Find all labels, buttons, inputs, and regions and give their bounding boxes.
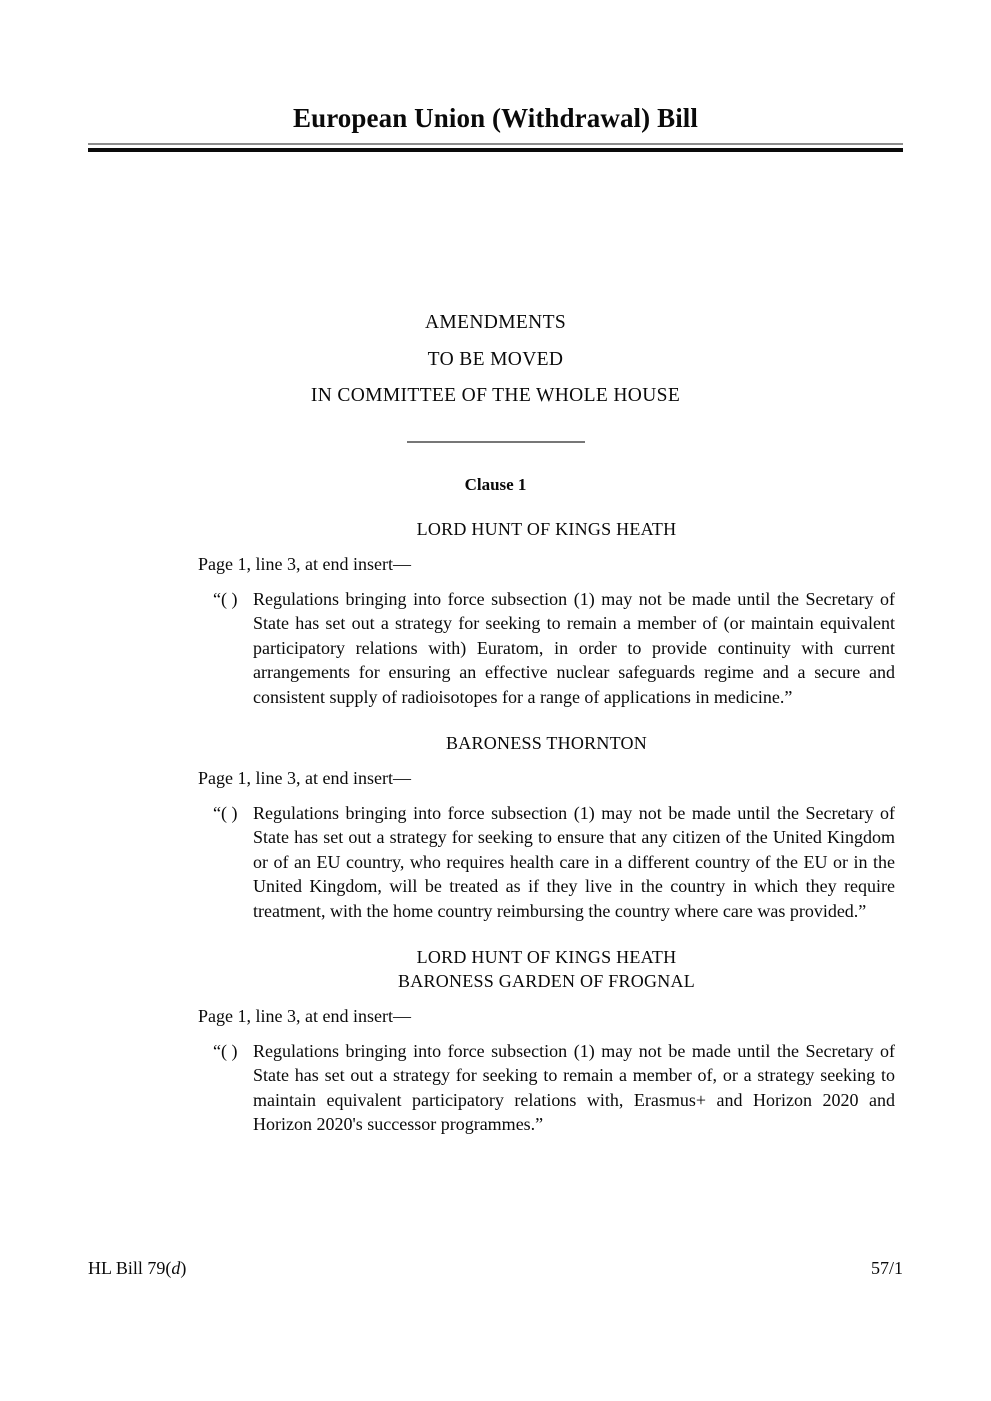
amendment-marker: “( ) (213, 803, 238, 824)
amendment-1-text (198, 587, 895, 709)
amendment-2-text (198, 801, 895, 923)
sponsor-name: BARONESS GARDEN OF FROGNAL (397, 971, 696, 992)
amendment-body: Regulations bringing into force subsection (1) may not be made until the Secretary of State has set out a strategy for seeking to ensure that any citizen of the United Kingdom or of an EU country, who requires health care in a different country of the EU or in the United Kingdom, will be treated as if they live in the country in which they require treatment, with the home country reimbursing the country where care was provided.” (253, 803, 895, 921)
amendment-marker: “( ) (213, 1041, 238, 1062)
document-title: European Union (Withdrawal) Bill (292, 103, 699, 133)
sponsor-name: LORD HUNT OF KINGS HEATH (416, 947, 677, 968)
bill-reference-italic: d (171, 1258, 181, 1278)
amendment-3-text (198, 1039, 895, 1137)
amendment-2 (198, 731, 895, 923)
page-footer (88, 1258, 903, 1279)
title-rule (88, 143, 903, 152)
amendments-list (198, 517, 895, 1137)
clause-heading: Clause 1 (464, 475, 527, 494)
bill-reference-suffix: ) (180, 1258, 187, 1278)
amendment-spacer (198, 709, 895, 731)
sponsor-name: LORD HUNT OF KINGS HEATH (416, 519, 677, 539)
amendment-3-instruction: Page 1, line 3, at end insert— (198, 1006, 411, 1027)
heading-block (88, 305, 903, 415)
title-rule-thick (88, 148, 903, 152)
sponsor-name: BARONESS THORNTON (445, 733, 648, 754)
amendment-1 (198, 517, 895, 709)
amendment-3-sponsors (198, 945, 895, 993)
amendment-marker: “( ) (213, 589, 238, 609)
amendment-1-instruction: Page 1, line 3, at end insert— (198, 554, 411, 574)
heading-line-to-be-moved: TO BE MOVED (427, 348, 564, 370)
heading-line-in-committee: IN COMMITTEE OF THE WHOLE HOUSE (310, 385, 681, 406)
bill-reference-prefix: HL Bill 79( (88, 1258, 172, 1278)
bill-reference (88, 1258, 186, 1279)
page-number: 57/1 (870, 1258, 903, 1278)
amendment-body: Regulations bringing into force subsection (1) may not be made until the Secretary of State has set out a strategy for seeking to remain a member of (or maintain equivalent participatory relations with) Euratom, in order to provide continuity with current arrangements for ensuring an effective nuclear safeguards regime and a secure and consistent supply of radioisotopes for a range of applications in medicine.” (253, 589, 895, 707)
separator-rule (88, 430, 903, 448)
amendment-3 (198, 945, 895, 1137)
amendment-spacer (198, 923, 895, 945)
amendment-body: Regulations bringing into force subsection (1) may not be made until the Secretary of State has set out a strategy for seeking to remain a member of, or a strategy seeking to maintain equivalent participatory relations with, Erasmus+ and Horizon 2020 and Horizon 2020's successor programmes.” (253, 1041, 895, 1135)
amendment-2-sponsors (198, 731, 895, 755)
amendment-2-instruction: Page 1, line 3, at end insert— (198, 768, 411, 789)
amendment-1-sponsors (198, 517, 895, 541)
heading-line-amendments: AMENDMENTS (424, 312, 567, 333)
